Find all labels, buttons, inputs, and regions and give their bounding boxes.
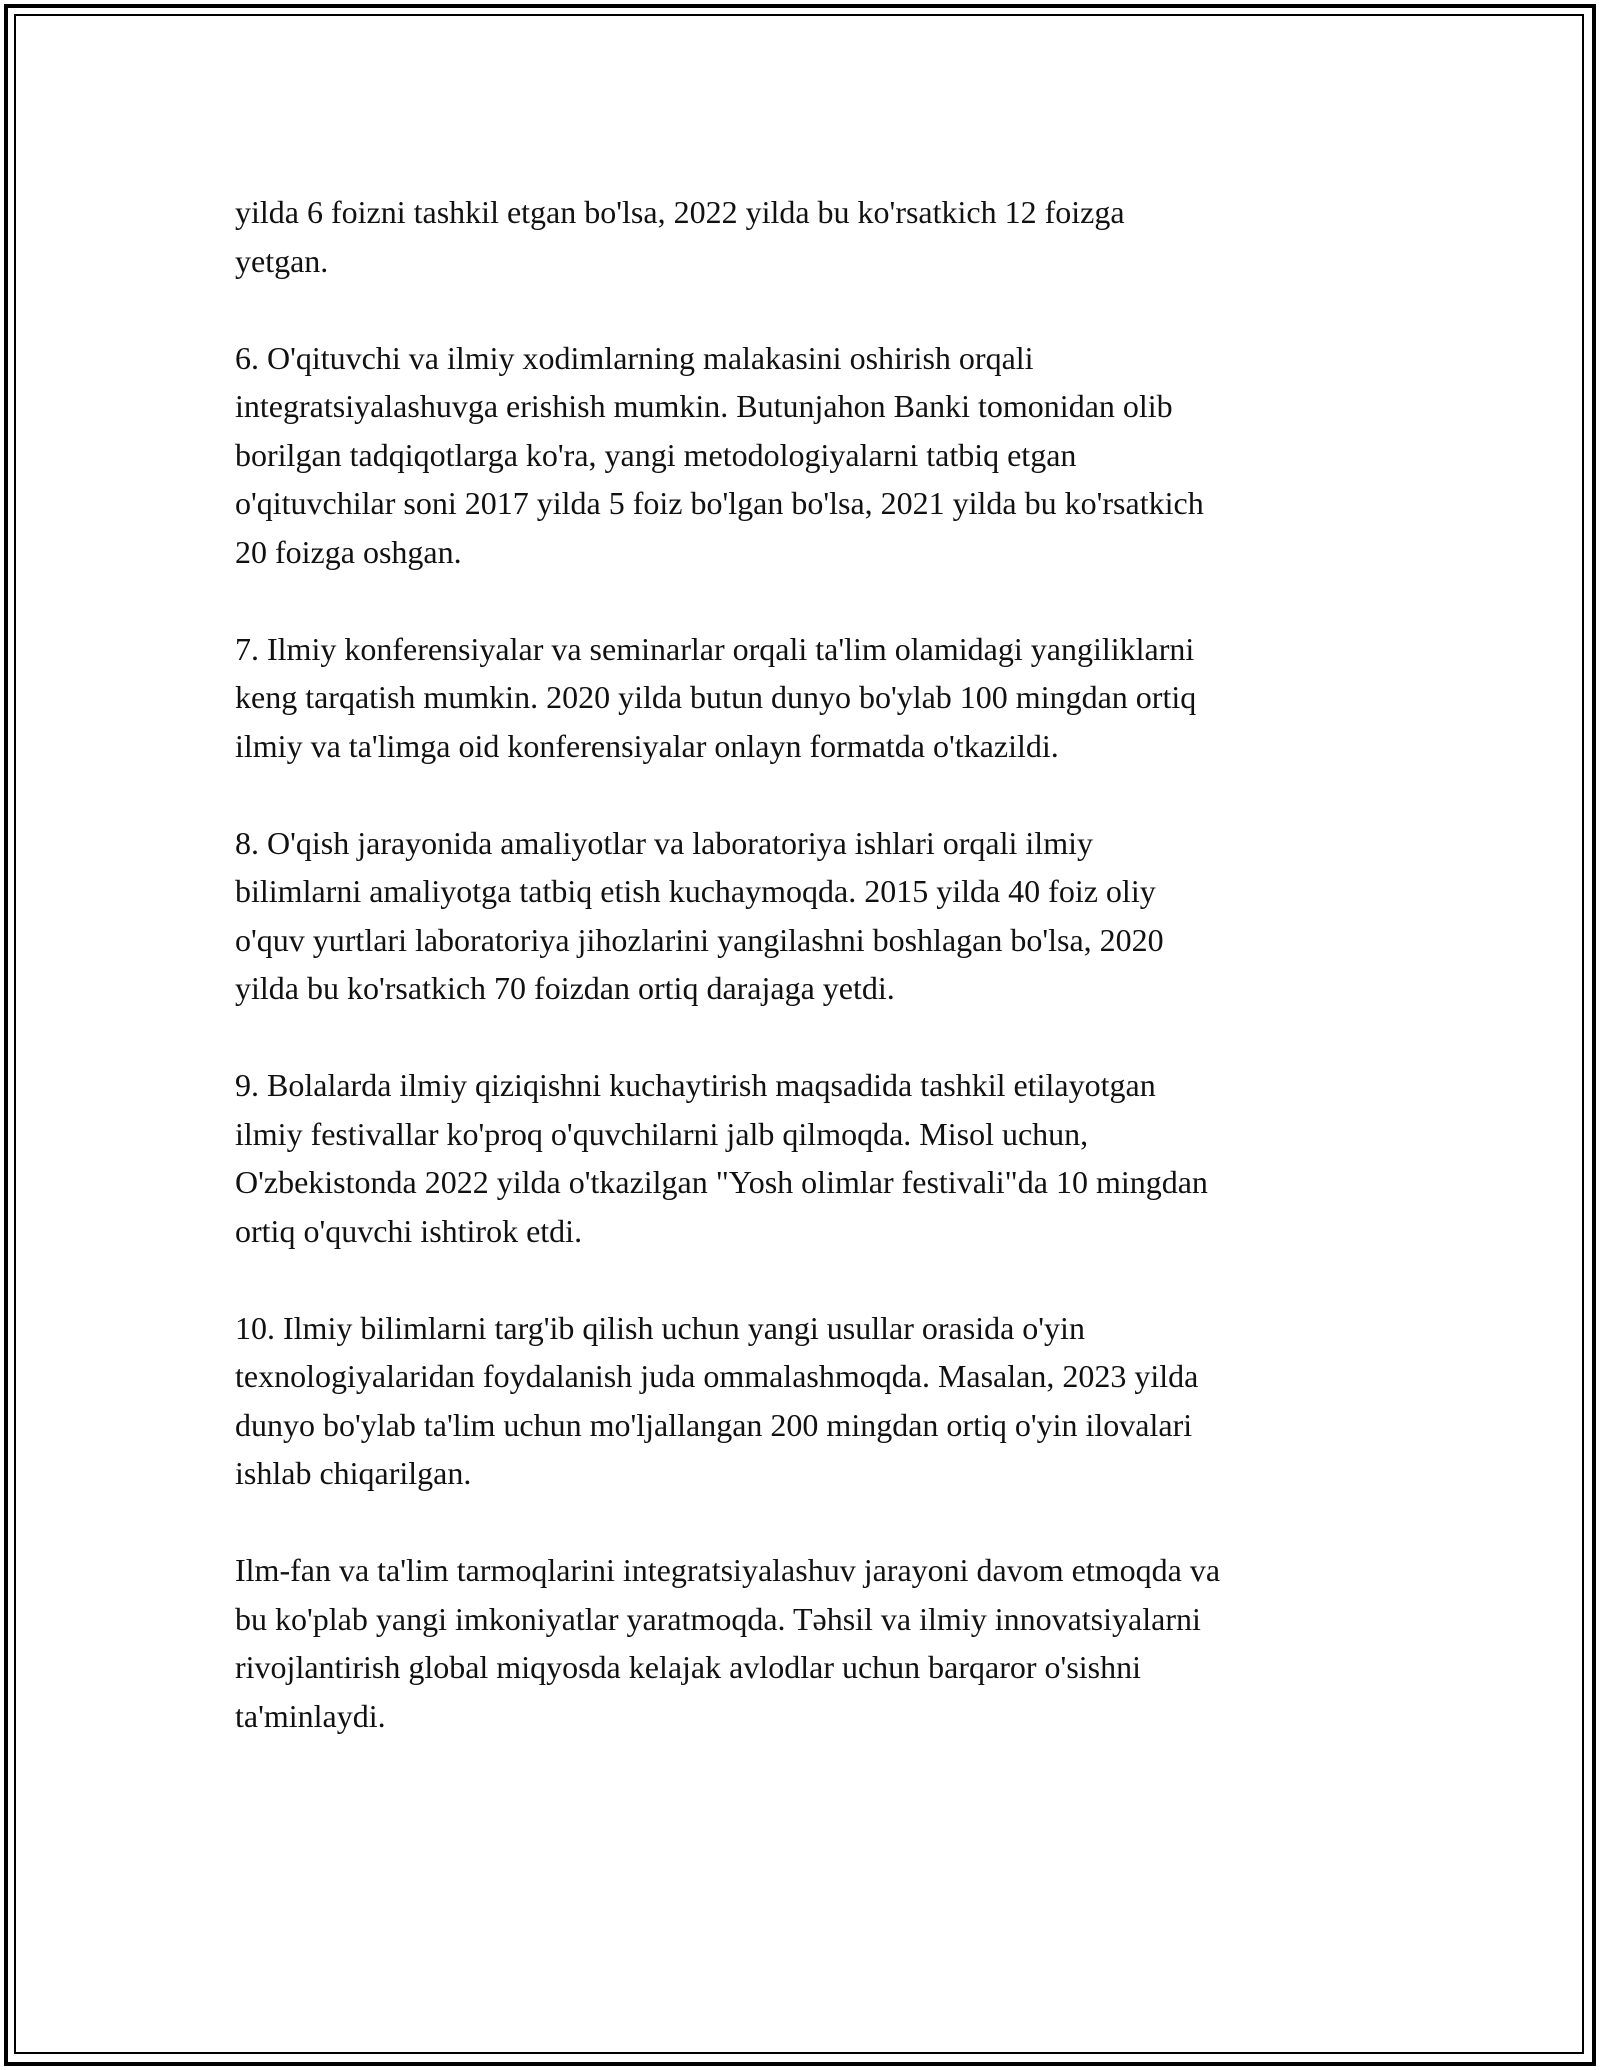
text-line: ortiq o'quvchi ishtirok etdi.: [235, 1212, 583, 1249]
text-line: 6. O'qituvchi va ilmiy xodimlarning malakasini oshirish orqali: [235, 339, 1034, 376]
text-line: keng tarqatish mumkin. 2020 yilda butun dunyo bo'ylab 100 mingdan ortiq: [235, 679, 1197, 715]
paragraph-conclusion: [235, 1546, 1375, 1740]
document-body: [235, 188, 1375, 1789]
text-line: 8. O'qish jarayonida amaliyotlar va laboratoriya ishlari orqali ilmiy: [235, 824, 1093, 861]
text-line: o'qituvchilar soni 2017 yilda 5 foiz bo'lgan bo'lsa, 2021 yilda bu ko'rsatkich: [235, 485, 1204, 521]
text-line: ishlab chiqarilgan.: [235, 1455, 472, 1491]
text-line: ilmiy festivallar ko'proq o'quvchilarni jalb qilmoqda. Misol uchun,: [235, 1115, 1089, 1152]
text-line: bu ko'plab yangi imkoniyatlar yaratmoqda. Təhsil va ilmiy innovatsiyalarni: [235, 1600, 1201, 1637]
text-line: borilgan tadqiqotlarga ko'ra, yangi metodologiyalarni tatbiq etgan: [235, 436, 1077, 473]
paragraph-item-6: [235, 334, 1375, 577]
text-line: o'quv yurtlari laboratoriya jihozlarini yangilashni boshlagan bo'lsa, 2020: [235, 921, 1164, 958]
text-line: bilimlarni amaliyotga tatbiq etish kuchaymoqda. 2015 yilda 40 foiz oliy: [235, 873, 1156, 909]
text-line: integratsiyalashuvga erishish mumkin. Butunjahon Banki tomonidan olib: [235, 388, 1173, 424]
text-line: dunyo bo'ylab ta'lim uchun mo'ljallangan 200 mingdan ortiq o'yin ilovalari: [235, 1406, 1193, 1443]
text-line: 9. Bolalarda ilmiy qiziqishni kuchaytirish maqsadida tashkil etilayotgan: [235, 1067, 1156, 1103]
paragraph-item-9: [235, 1061, 1375, 1255]
paragraph-item-8: [235, 819, 1375, 1013]
paragraph-item-10: [235, 1304, 1375, 1498]
text-line: O'zbekistonda 2022 yilda o'tkazilgan "Yosh olimlar festivali"da 10 mingdan: [235, 1164, 1208, 1200]
text-line: rivojlantirish global miqyosda kelajak avlodlar uchun barqaror o'sishni: [235, 1649, 1141, 1685]
text-line: yetgan.: [235, 242, 329, 279]
text-line: Ilm-fan va ta'lim tarmoqlarini integratsiyalashuv jarayoni davom etmoqda va: [235, 1552, 1221, 1588]
paragraph-item-7: [235, 625, 1375, 771]
text-line: 20 foizga oshgan.: [235, 533, 462, 570]
text-line: 10. Ilmiy bilimlarni targ'ib qilish uchun yangi usullar orasida o'yin: [235, 1309, 1085, 1346]
text-line: yilda bu ko'rsatkich 70 foizdan ortiq darajaga yetdi.: [235, 970, 895, 1006]
paragraph-continuation: [235, 188, 1375, 285]
text-line: ilmiy va ta'limga oid konferensiyalar onlayn formatda o'tkazildi.: [235, 727, 1059, 764]
text-line: 7. Ilmiy konferensiyalar va seminarlar orqali ta'lim olamidagi yangiliklarni: [235, 630, 1195, 667]
text-line: ta'minlaydi.: [235, 1697, 386, 1734]
text-line: yilda 6 foizni tashkil etgan bo'lsa, 2022 yilda bu ko'rsatkich 12 foizga: [235, 194, 1125, 230]
text-line: texnologiyalaridan foydalanish juda ommalashmoqda. Masalan, 2023 yilda: [235, 1358, 1199, 1394]
